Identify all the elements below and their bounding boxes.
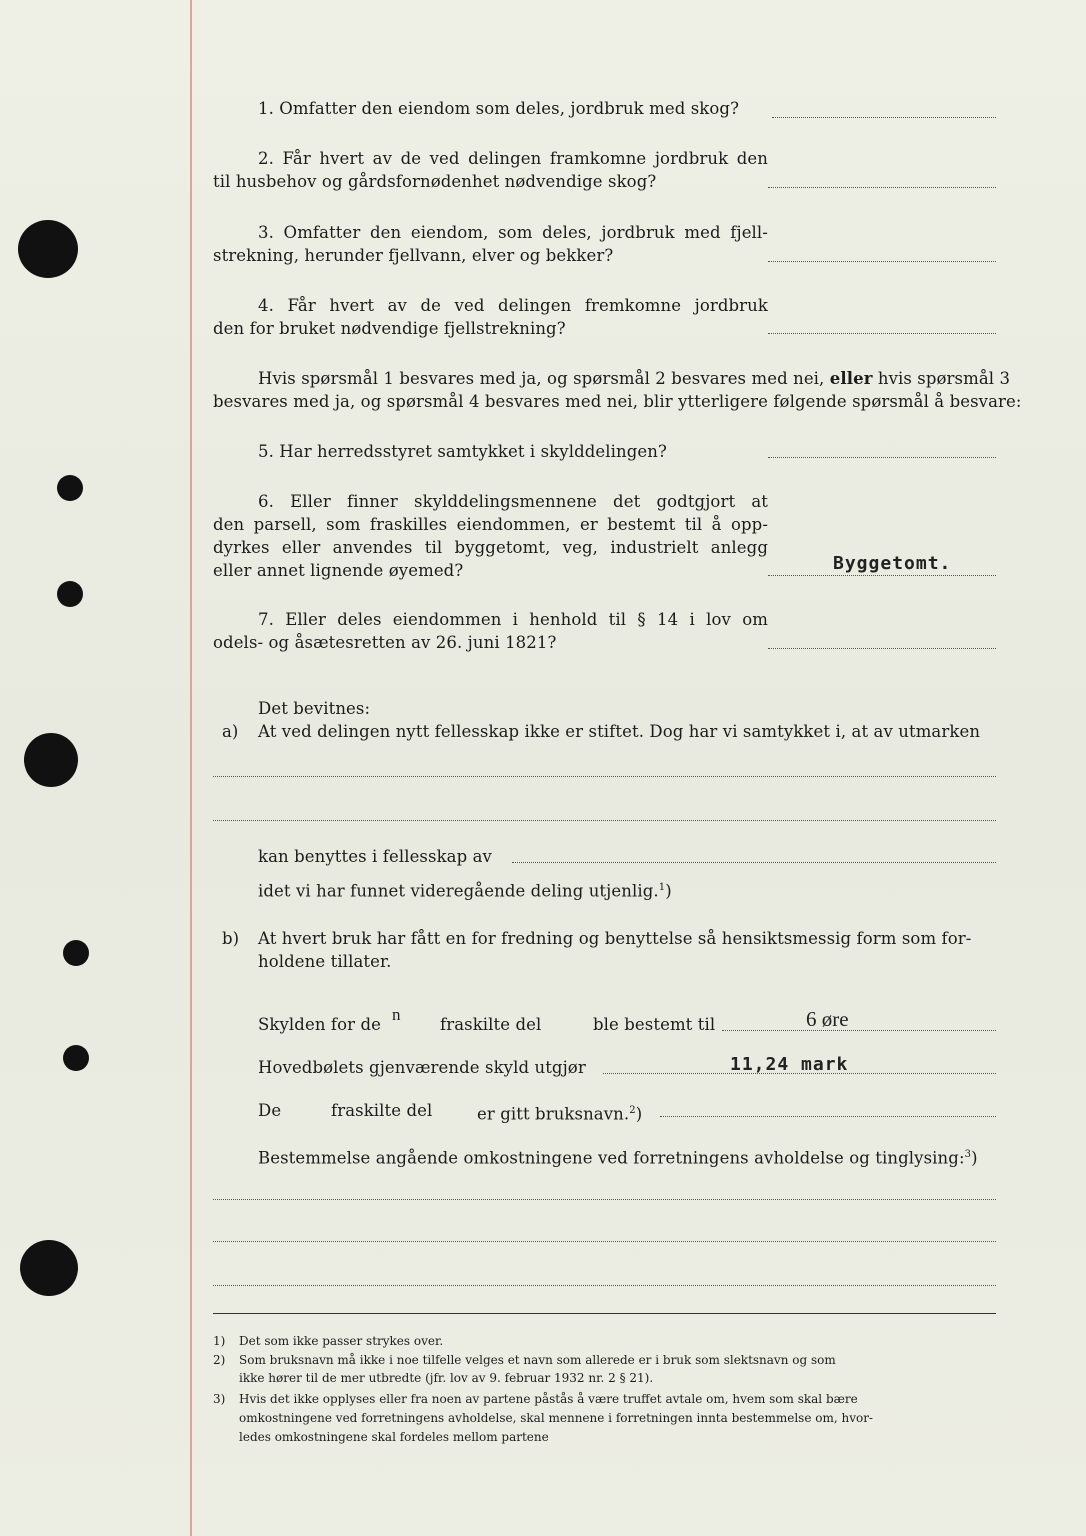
footnote-2-cont: ikke hører til de mer utbredte (jfr. lov av 9. februar 1932 nr. 2 § 21). [239,1371,654,1385]
certify-a-fill-line-2 [213,820,996,821]
question-4-line-2: den for bruket nødvendige fjellstrekning? [213,319,566,338]
certify-a-label: a) [222,722,239,741]
skylden-value-line [722,1030,996,1031]
emphasis-eller: eller [829,369,873,388]
footnote-3-cont-2: ledes omkostningene skal fordeles mellom partene [239,1430,549,1444]
costs-fill-line-3 [213,1285,996,1286]
punch-hole [20,1240,78,1296]
hovedbol-value: 11,24 mark [730,1054,849,1075]
question-7-line-1: 7. Eller deles eiendommen i henhold til § 14 i lov om [258,610,768,629]
question-5-text: 5. Har herredsstyret samtykket i skylddelingen? [258,442,667,461]
question-3-answer-line [768,261,996,262]
costs-fill-line-1 [213,1199,996,1200]
question-7-line-2: odels- og åsætesretten av 26. juni 1821? [213,633,557,652]
question-3-line-1: 3. Omfatter den eiendom, som deles, jordbruk med fjell- [258,223,768,242]
footnote-separator [213,1313,996,1314]
question-2-line-2: til husbehov og gårdsfornødenhet nødvendige skog? [213,172,657,191]
bruksnavn-label-c: er gitt bruksnavn.$^2$) [477,1104,643,1124]
certify-a-common-label: kan benyttes i fellesskap av [258,847,492,866]
skylden-label-c: ble bestemt til [593,1015,716,1034]
skylden-label-a: Skylden for de [258,1015,381,1034]
bruksnavn-label-a: De [258,1101,282,1120]
question-4-answer-line [768,333,996,334]
certify-a-common-line [512,862,996,863]
footnote-3: 3) Hvis det ikke opplyses eller fra noen av partene påstås å være truffet avtale om, hvem som skal bære [213,1392,858,1406]
question-6-answer: Byggetomt. [833,553,952,574]
certify-a-reason: idet vi har funnet videregående deling utjenlig.$^1$) [258,881,672,901]
question-1-answer-line [772,117,996,118]
question-2-answer-line [768,187,996,188]
punch-hole [63,940,89,966]
bruksnavn-line [660,1116,996,1117]
question-2-line-1: 2. Får hvert av de ved delingen framkomne jordbruk den [258,149,768,168]
footnote-2: 2) Som bruksnavn må ikke i noe tilfelle velges et navn som allerede er i bruk som slektsnavn og som [213,1353,836,1367]
footnote-1: 1) Det som ikke passer strykes over. [213,1334,444,1348]
question-6-line-3: dyrkes eller anvendes til byggetomt, veg, industrielt anlegg [213,538,768,557]
question-6-line-2: den parsell, som fraskilles eiendommen, er bestemt til å opp- [213,515,768,534]
certify-b-line-1: At hvert bruk har fått en for fredning og benyttelse så hensiktsmessig form som for- [258,929,972,948]
punch-hole [57,475,83,501]
punch-hole [63,1045,89,1071]
question-6-line-1: 6. Eller finner skylddelingsmennene det godtgjort at [258,492,768,511]
footnote-3-cont-1: omkostningene ved forretningens avholdelse, skal mennene i forretningen innta bestemmelse om, hvor- [239,1411,873,1425]
skylden-label-b: fraskilte del [440,1015,542,1034]
certify-a-fill-line-1 [213,776,996,777]
question-1-text: 1. Omfatter den eiendom som deles, jordbruk med skog? [258,99,740,118]
punch-hole [24,733,78,787]
costs-fill-line-2 [213,1241,996,1242]
conditional-instruction-line-2: besvares med ja, og spørsmål 4 besvares med nei, blir ytterligere følgende spørsmål å besvare: [213,392,1022,411]
certify-b-label: b) [222,929,240,948]
certify-b-line-2: holdene tillater. [258,952,392,971]
question-4-line-1: 4. Får hvert av de ved delingen fremkomne jordbruk [258,296,768,315]
skylden-handwritten-suffix: n [392,1005,401,1024]
certify-heading: Det bevitnes: [258,699,371,718]
skylden-value: 6 øre [806,1007,849,1031]
bruksnavn-label-b: fraskilte del [331,1101,433,1120]
costs-label: Bestemmelse angående omkostningene ved forretningens avholdelse og tinglysing:$^3$) [258,1148,978,1168]
question-6-answer-line [768,575,996,576]
question-5-answer-line [768,457,996,458]
question-7-answer-line [768,648,996,649]
punch-hole [57,581,83,607]
punch-hole [18,220,78,278]
question-3-line-2: strekning, herunder fjellvann, elver og bekker? [213,246,614,265]
margin-rule [190,0,192,1536]
certify-a-text: At ved delingen nytt fellesskap ikke er stiftet. Dog har vi samtykket i, at av utmarken [258,722,981,741]
hovedbol-label: Hovedbølets gjenværende skyld utgjør [258,1058,586,1077]
conditional-instruction-line-1: Hvis spørsmål 1 besvares med ja, og spørsmål 2 besvares med nei, eller hvis spørsmål 3 [258,369,1011,388]
question-6-line-4: eller annet lignende øyemed? [213,561,464,580]
